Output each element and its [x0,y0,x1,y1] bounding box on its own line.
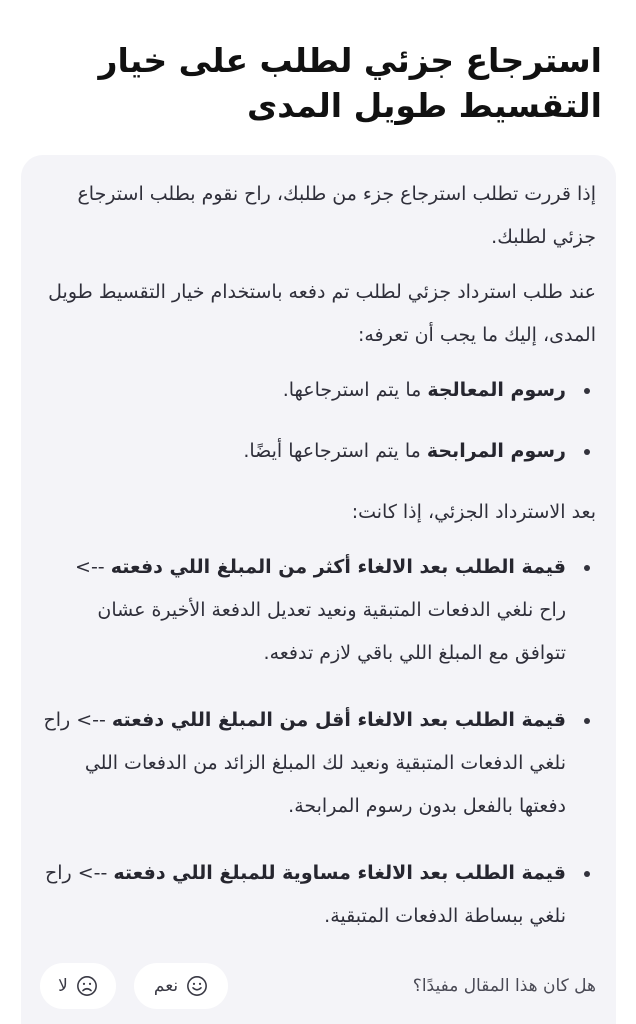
list-item [43,430,596,473]
feedback-no-button[interactable] [40,963,116,1009]
case-outcome: --> راح نلغي الدفعات المتبقية ونعيد تعديل الدفعة الأخيرة عشان تتوافق مع المبلغ اللي باقي لازم تدفعه. [75,556,566,664]
feedback-yes-button[interactable] [134,963,228,1009]
article-card [21,155,616,1024]
smile-face-icon [186,975,208,997]
feedback-no-label: لا [58,976,68,996]
fee-note: ما يتم استرجاعها. [282,379,428,401]
bullet-dot [584,449,590,455]
page-title: استرجاع جزئي لطلب على خيار التقسيط طويل المدى [98,41,602,125]
case-condition: قيمة الطلب بعد الالغاء أقل من المبلغ اللي دفعته [111,709,566,731]
fee-note: ما يتم استرجاعها أيضًا. [243,440,427,462]
bullet-dot [584,871,590,877]
after-refund-paragraph: بعد الاسترداد الجزئي، إذا كانت: [351,501,596,523]
article-body [43,173,596,962]
list-item [43,852,596,938]
list-item [43,546,596,675]
bullet-dot [584,388,590,394]
cases-list [43,546,596,938]
case-condition: قيمة الطلب بعد الالغاء أكثر من المبلغ اللي دفعته [110,556,566,578]
list-item [43,699,596,828]
sad-face-icon [76,975,98,997]
case-outcome: --> راح نلغي الدفعات المتبقية ونعيد لك المبلغ الزائد من الدفعات اللي دفعتها بالفعل بدون رسوم المرابحة. [43,709,566,817]
intro-paragraph: إذا قررت تطلب استرجاع جزء من طلبك، راح نقوم بطلب استرجاع جزئي لطلبك. [77,183,596,248]
fee-name: رسوم المعالجة [427,379,566,401]
bullet-dot [584,565,590,571]
list-item [43,369,596,412]
bullet-dot [584,718,590,724]
feedback-question: هل كان هذا المقال مفيدًا؟ [412,976,596,996]
case-outcome: --> راح نلغي ببساطة الدفعات المتبقية. [44,862,566,927]
fee-name: رسوم المرابحة [426,440,566,462]
fees-list [43,369,596,473]
feedback-yes-label: نعم [153,976,179,996]
feedback-bar [39,963,596,1011]
case-condition: قيمة الطلب بعد الالغاء مساوية للمبلغ اللي دفعته [113,862,566,884]
what-to-know-paragraph: عند طلب استرداد جزئي لطلب تم دفعه باستخدام خيار التقسيط طويل المدى، إليك ما يجب أن تعرفه: [48,281,596,346]
